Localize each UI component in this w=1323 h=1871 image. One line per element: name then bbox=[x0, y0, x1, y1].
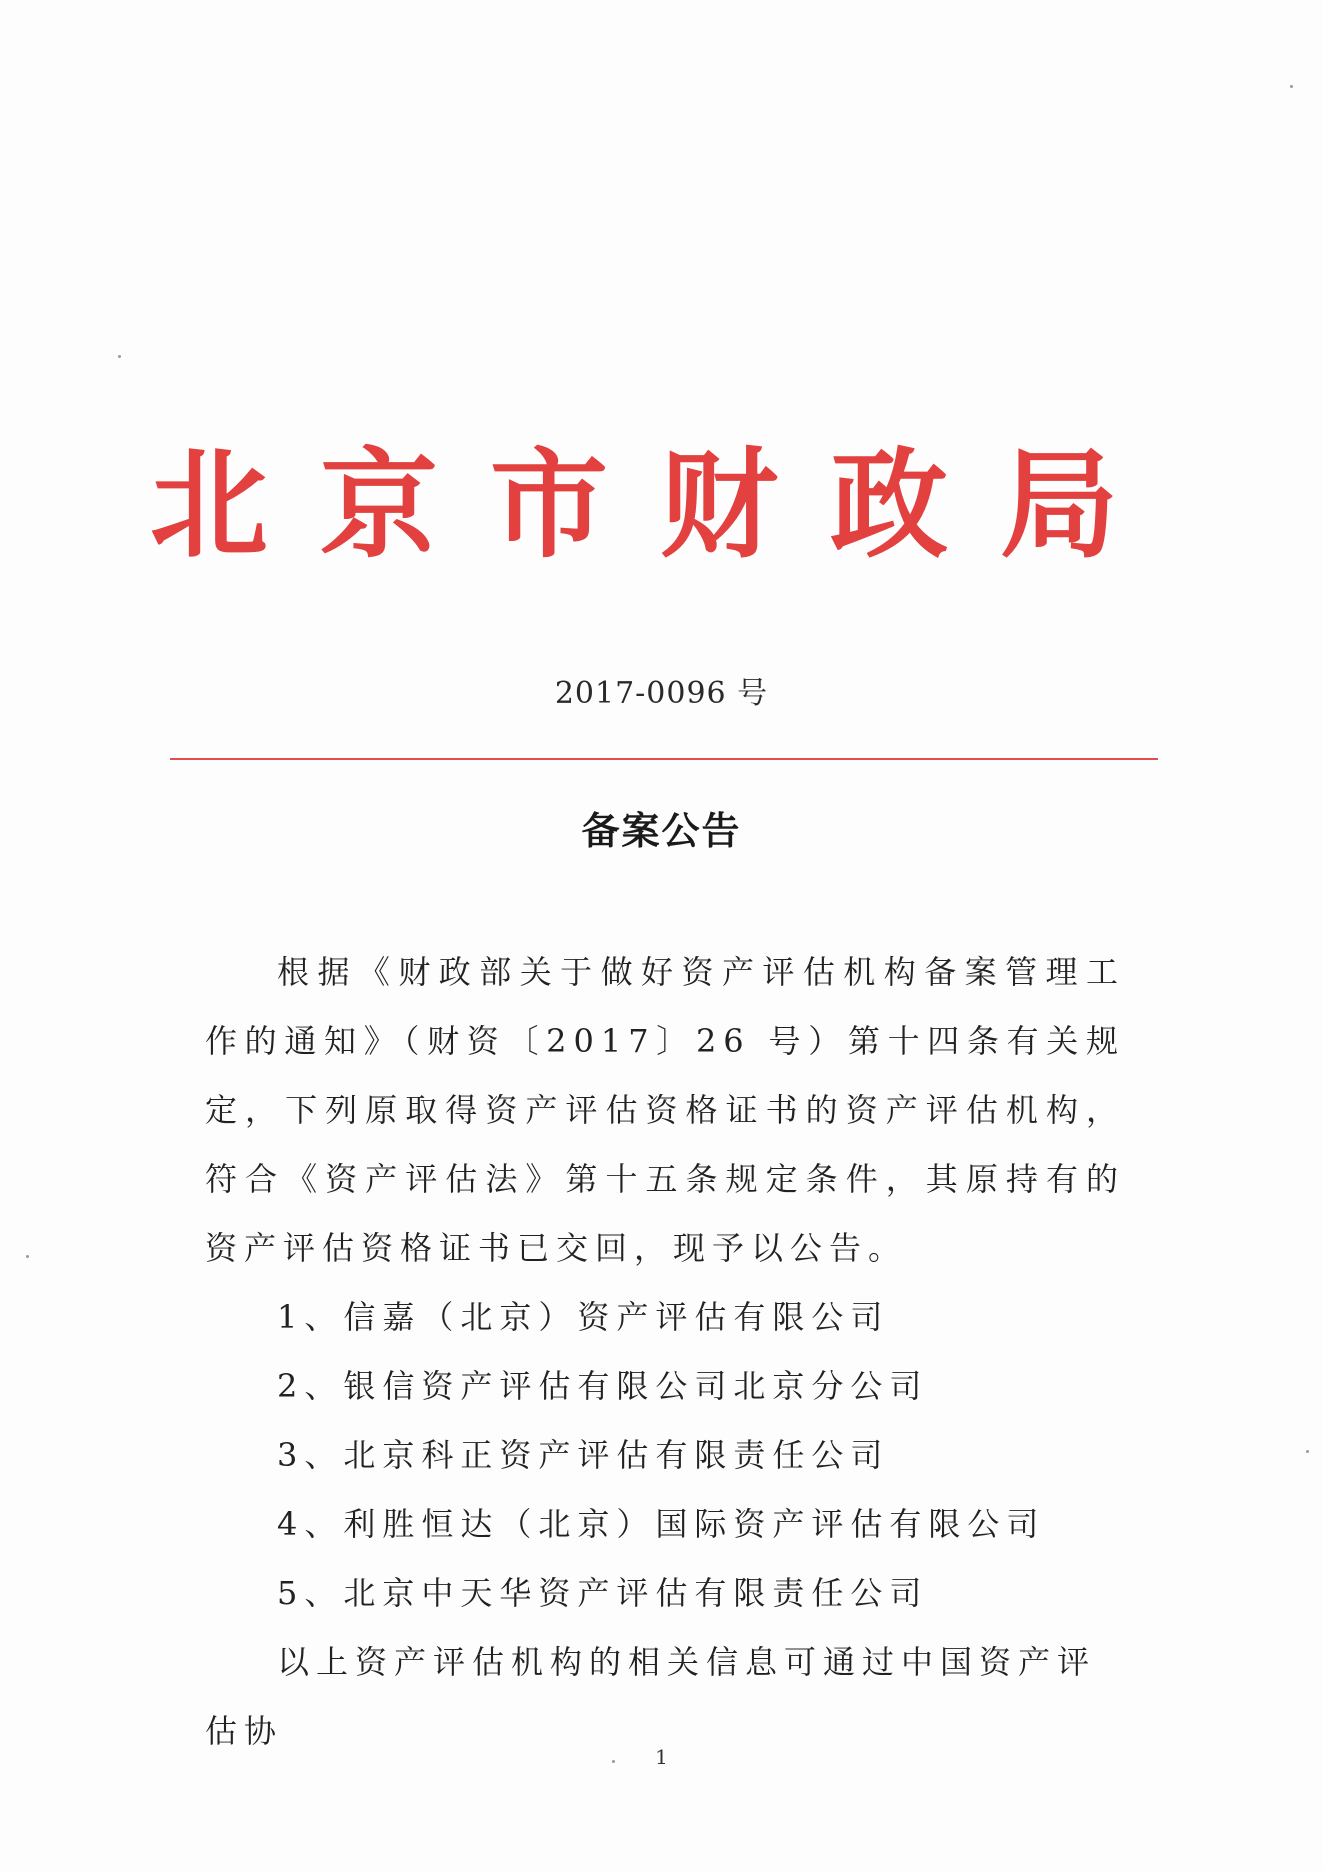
notice-title: 备案公告 bbox=[581, 808, 742, 853]
scan-speck bbox=[118, 355, 121, 358]
document-number: 2017-0096 号 bbox=[554, 676, 769, 711]
institution-list bbox=[205, 1283, 1125, 1628]
list-item: 1、信嘉（北京）资产评估有限公司 bbox=[277, 1298, 890, 1336]
scan-speck bbox=[26, 1255, 29, 1258]
scan-speck bbox=[1306, 1450, 1309, 1453]
scan-speck bbox=[612, 1760, 615, 1763]
masthead-title: 北京市财政局 bbox=[150, 435, 1171, 574]
list-item: 3、北京科正资产评估有限责任公司 bbox=[277, 1436, 890, 1474]
closing-paragraph: 以上资产评估机构的相关信息可通过中国资产评估协 bbox=[205, 1643, 1097, 1750]
list-item: 4、利胜恒达（北京）国际资产评估有限公司 bbox=[277, 1505, 1046, 1543]
red-divider-line bbox=[170, 758, 1158, 760]
list-item: 5、北京中天华资产评估有限责任公司 bbox=[277, 1574, 929, 1612]
list-item: 2、银信资产评估有限公司北京分公司 bbox=[277, 1367, 929, 1405]
scan-speck bbox=[1290, 85, 1293, 88]
notice-body bbox=[205, 938, 1125, 1766]
page-number: 1 bbox=[655, 1745, 668, 1769]
notice-paragraph: 根据《财政部关于做好资产评估机构备案管理工作的通知》（财资〔2017〕26 号）第十四条有关规定，下列原取得资产评估资格证书的资产评估机构，符合《资产评估法》第十五条规定条件，其原持有的资产评估资格证书已交回，现予以公告。 bbox=[205, 953, 1125, 1267]
